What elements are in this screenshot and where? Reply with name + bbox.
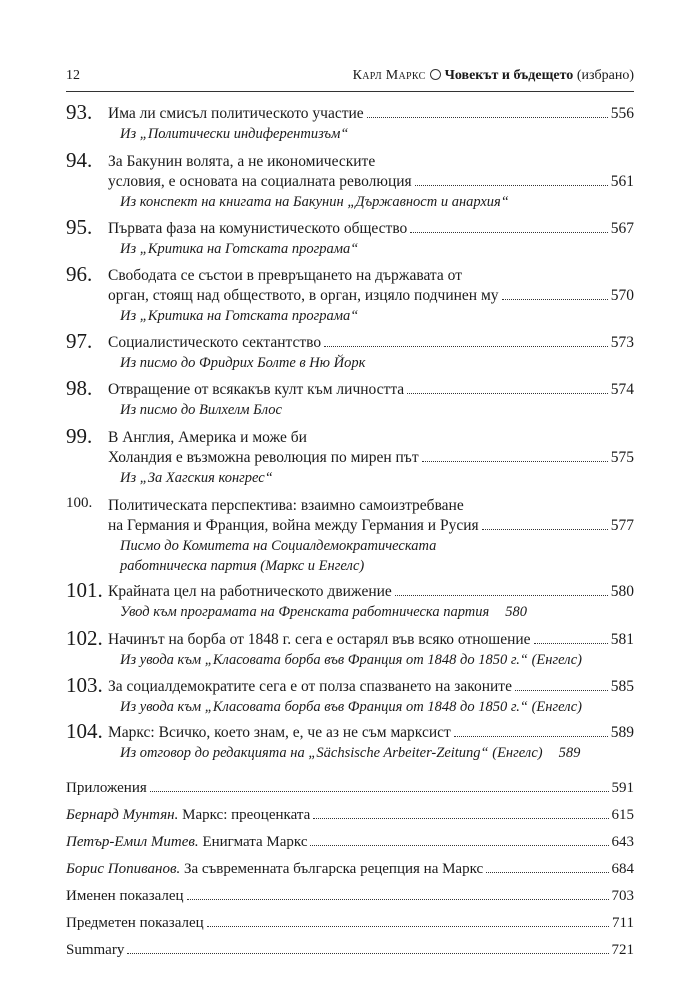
entry-title-line xyxy=(108,172,634,192)
entry-title: Начинът на борба от 1848 г. сега е остарял във всяко отношение xyxy=(108,631,531,648)
entry-page: 580 xyxy=(610,583,634,600)
book-subtitle: (избрано) xyxy=(576,68,634,83)
entry-title-line xyxy=(108,104,634,124)
entry-source: работническа партия (Маркс и Енгелс) xyxy=(120,558,365,574)
entry-source-text: Из отговор до редакцията на „Sächsische Arbeiter-Zeitung“ (Енгелс) xyxy=(120,745,543,761)
dot-leader xyxy=(482,529,608,530)
entry-source-page: 589 xyxy=(558,745,581,761)
entry-title-line xyxy=(108,448,634,468)
author-name: Карл Маркс xyxy=(352,68,426,83)
appendix-page: 703 xyxy=(611,888,634,904)
entry-number: 101. xyxy=(66,578,103,602)
entry-source: Из увода към „Класовата борба във Франция от 1848 до 1850 г.“ (Енгелс) xyxy=(120,652,582,668)
entry-source: Из „Критика на Готската програма“ xyxy=(120,241,359,257)
dot-leader xyxy=(127,953,608,954)
dot-leader xyxy=(422,461,608,462)
entry-title-line xyxy=(108,152,634,172)
entry-title: Маркс: Всичко, което знам, е, че аз не съм марксист xyxy=(108,724,451,741)
dot-leader xyxy=(395,595,608,596)
entry-number: 97. xyxy=(66,329,93,353)
entry-source-text: Увод към програмата на Френската работническа партия xyxy=(120,604,490,620)
entry-title-line xyxy=(108,630,634,650)
entry-title: В Англия, Америка и може би xyxy=(108,429,307,446)
entry-source: Из „Политически индиферентизъм“ xyxy=(120,126,349,142)
dot-leader xyxy=(454,736,608,737)
entry-page: 574 xyxy=(610,381,634,398)
entry-title: Крайната цел на работническото движение xyxy=(108,583,392,600)
dot-leader xyxy=(486,872,608,873)
appendix-title: Summary xyxy=(66,942,125,958)
running-title xyxy=(353,68,634,84)
appendix-item[interactable] xyxy=(66,940,634,960)
entry-source: Из писмо до Фридрих Болте в Ню Йорк xyxy=(120,355,366,371)
appendix-page: 684 xyxy=(611,861,634,877)
entry-source xyxy=(120,602,634,622)
appendix-item[interactable] xyxy=(66,832,634,852)
entry-source: Писмо до Комитета на Социалдемократическата xyxy=(120,538,437,554)
entry-number: 99. xyxy=(66,424,93,448)
dot-leader xyxy=(313,818,608,819)
entry-title: Първата фаза на комунистическото общество xyxy=(108,220,408,237)
entry-title-line xyxy=(108,582,634,602)
ornament-icon xyxy=(430,69,441,80)
entry-title-line xyxy=(108,496,634,516)
entry-page: 585 xyxy=(610,678,634,695)
entry-number: 102. xyxy=(66,626,103,650)
entry-title-line xyxy=(108,516,634,536)
entry-title: Отвращение от всякакъв култ към личността xyxy=(108,381,405,398)
entry-title-line xyxy=(108,723,634,743)
entry-page: 581 xyxy=(610,631,634,648)
entry-title: Социалистическото сектантство xyxy=(108,334,322,351)
entry-number: 93. xyxy=(66,100,93,124)
entry-source: Из „Критика на Готската програма“ xyxy=(120,308,359,324)
entry-title: За социалдемократите сега е от полза спазването на законите xyxy=(108,678,512,695)
appendix-item[interactable] xyxy=(66,913,634,933)
entry-title: на Германия и Франция, война между Германия и Русия xyxy=(108,517,479,534)
entry-number: 96. xyxy=(66,262,93,286)
entry-title: орган, стоящ над обществото, в орган, изцяло подчинен му xyxy=(108,287,499,304)
entry-title-line xyxy=(108,428,634,448)
appendix-page: 591 xyxy=(611,780,634,796)
entry-source: Из „За Хагския конгрес“ xyxy=(120,470,273,486)
appendix-item[interactable] xyxy=(66,778,634,798)
entry-source xyxy=(120,743,634,763)
entry-title: Свободата се състои в превръщането на държавата от xyxy=(108,267,462,284)
appendix-author: Петър-Емил Митев. xyxy=(66,834,199,850)
appendix-title: Маркс: преоценката xyxy=(182,807,311,823)
appendix-title: Предметен показалец xyxy=(66,915,204,931)
entry-page: 589 xyxy=(610,724,634,741)
dot-leader xyxy=(150,791,609,792)
dot-leader xyxy=(534,643,608,644)
dot-leader xyxy=(187,899,609,900)
dot-leader xyxy=(207,926,609,927)
entry-source-page: 580 xyxy=(505,604,527,620)
entry-number: 94. xyxy=(66,148,93,172)
dot-leader xyxy=(367,117,608,118)
appendix-page: 721 xyxy=(611,942,634,958)
appendix-title: Приложения xyxy=(66,780,147,796)
appendix-item[interactable] xyxy=(66,805,634,825)
appendix-item[interactable] xyxy=(66,859,634,879)
appendix-page: 615 xyxy=(611,807,634,823)
entry-title-line xyxy=(108,219,634,239)
entry-number: 100. xyxy=(66,495,93,511)
header-rule xyxy=(66,91,634,92)
appendix-item[interactable] xyxy=(66,886,634,906)
entry-number: 103. xyxy=(66,673,103,697)
entry-number: 104. xyxy=(66,719,103,743)
entry-page: 577 xyxy=(610,517,634,534)
entry-title-line xyxy=(108,333,634,353)
entry-title: Има ли смисъл политическото участие xyxy=(108,105,364,122)
appendix-author: Борис Попиванов. xyxy=(66,861,181,877)
dot-leader xyxy=(310,845,608,846)
dot-leader xyxy=(407,393,608,394)
entry-source: Из увода към „Класовата борба във Франция от 1848 до 1850 г.“ (Енгелс) xyxy=(120,699,582,715)
dot-leader xyxy=(410,232,607,233)
entry-page: 561 xyxy=(610,173,634,190)
appendix-title: За съвременната българска рецепция на Маркс xyxy=(183,861,484,877)
entry-title: условия, е основата на социалната революция xyxy=(108,173,412,190)
entry-title-line xyxy=(108,677,634,697)
entry-page: 570 xyxy=(610,287,634,304)
entry-title-line xyxy=(108,266,634,286)
appendix-page: 711 xyxy=(612,915,634,931)
entry-source: Из писмо до Вилхелм Блос xyxy=(120,402,282,418)
appendix-title: Именен показалец xyxy=(66,888,184,904)
appendix-title: Енигмата Маркс xyxy=(202,834,308,850)
book-title: Човекът и бъдещето xyxy=(444,68,574,83)
entry-title: За Бакунин волята, а не икономическите xyxy=(108,153,376,170)
entry-source: Из конспект на книгата на Бакунин „Държавност и анархия“ xyxy=(120,194,509,210)
entry-page: 573 xyxy=(610,334,634,351)
entry-title-line xyxy=(108,380,634,400)
entry-number: 95. xyxy=(66,215,93,239)
appendix-page: 643 xyxy=(611,834,634,850)
entry-page: 575 xyxy=(610,449,634,466)
dot-leader xyxy=(502,299,608,300)
entry-title-line xyxy=(108,286,634,306)
appendix-author: Бернард Мунтян. xyxy=(66,807,179,823)
dot-leader xyxy=(415,185,608,186)
page-number: 12 xyxy=(66,68,80,83)
entry-page: 556 xyxy=(610,105,634,122)
dot-leader xyxy=(324,346,608,347)
entry-title: Холандия е възможна революция по мирен път xyxy=(108,449,419,466)
entry-page: 567 xyxy=(610,220,634,237)
dot-leader xyxy=(515,690,608,691)
entry-number: 98. xyxy=(66,376,93,400)
running-header xyxy=(66,68,634,88)
entry-title: Политическата перспектива: взаимно самоизтребване xyxy=(108,497,464,514)
